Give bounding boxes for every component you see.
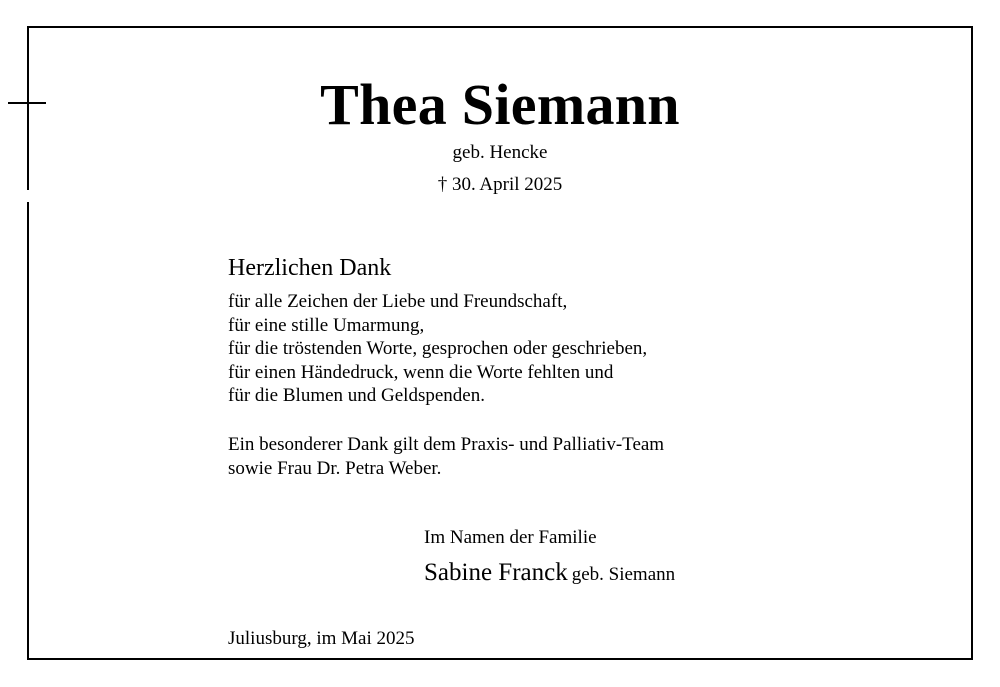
thanks-line: für eine stille Umarmung, — [228, 314, 425, 336]
thanks-lines — [228, 290, 647, 408]
signature — [424, 557, 675, 592]
death-date: † 30. April 2025 — [437, 174, 563, 195]
deceased-birth-name: geb. Hencke — [452, 142, 548, 163]
signature-name: Sabine Franck — [424, 559, 568, 586]
thanks-line: für einen Händedruck, wenn die Worte fehlten und — [228, 361, 614, 383]
deceased-name: Thea Siemann — [320, 72, 680, 137]
special-thanks-line: Ein besonderer Dank gilt dem Praxis- und Palliativ-Team — [228, 434, 665, 455]
special-thanks-line: sowie Frau Dr. Petra Weber. — [228, 457, 442, 479]
special-thanks — [228, 433, 664, 480]
thanks-line: für die tröstenden Worte, gesprochen oder geschrieben, — [228, 338, 648, 360]
signature-birth-name: geb. Siemann — [571, 564, 676, 585]
thanks-heading: Herzlichen Dank — [228, 255, 392, 281]
family-label: Im Namen der Familie — [424, 527, 597, 548]
place-date: Juliusburg, im Mai 2025 — [228, 628, 415, 649]
thanks-line: für alle Zeichen der Liebe und Freundschaft, — [228, 291, 568, 312]
thanks-line: für die Blumen und Geldspenden. — [228, 385, 485, 407]
